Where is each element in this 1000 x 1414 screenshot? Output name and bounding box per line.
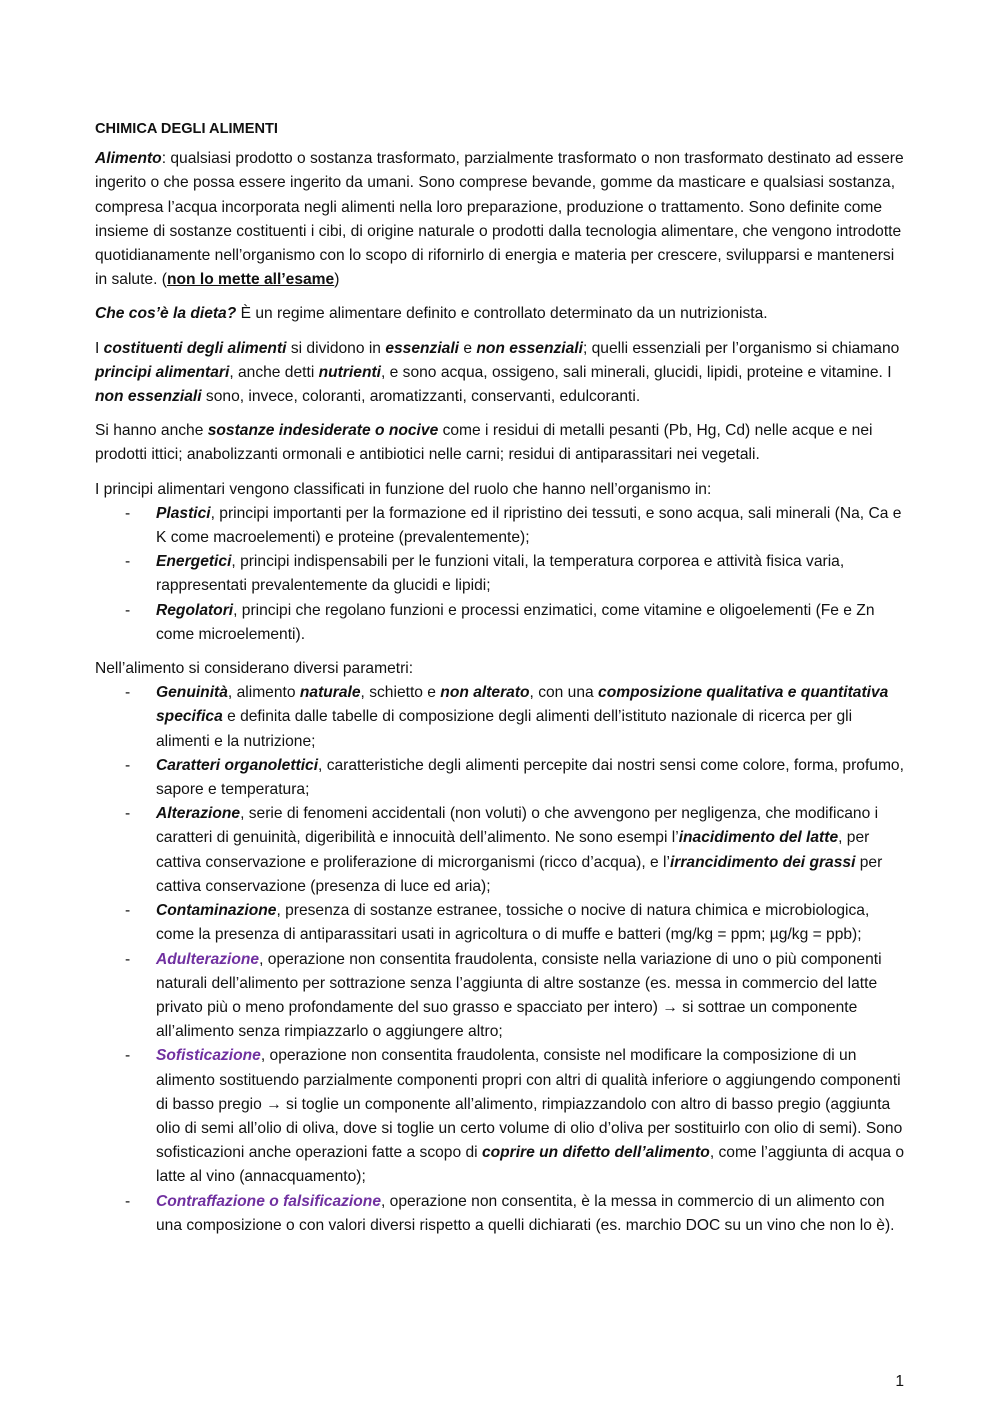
list-item	[95, 899, 910, 947]
list-item-text: , operazione non consentita, è la messa in commercio di un alimento con una composizione o con valori diversi rispetto a quelli dichiarati (es. marchio DOC su un vino che non lo è).	[156, 1192, 895, 1234]
term-caratteri-organolettici: Caratteri organolettici	[156, 756, 319, 774]
list-item	[95, 948, 910, 1045]
list-item-text: , operazione non consentita fraudolenta, consiste nel modificare la composizione di un alimento sostituendo parzialmente componenti propri con altri di qualità inferiore o aggiungendo componenti di basso pregio → si toglie un componente all’alimento, rimpiazzandolo con altro di basso pregio (aggiunta olio di semi all’olio di oliva, dove si toglie un certo volume di olio d’oliva per sostituirlo con olio di semi). Sono sofisticazioni anche operazioni fatte a scopo di	[156, 1047, 903, 1162]
paragraph-principi-intro: I principi alimentari vengono classificati in funzione del ruolo che hanno nell’organismo in:	[95, 480, 712, 498]
term-non-alterato: non alterato	[440, 684, 530, 702]
document-title: CHIMICA DEGLI ALIMENTI	[95, 121, 278, 137]
term-nutrienti: nutrienti	[318, 363, 381, 381]
term-sostanze-indesiderate: sostanze indesiderate o nocive	[207, 422, 439, 440]
term-alimento: Alimento	[95, 150, 162, 168]
paragraph-sostanze	[95, 419, 910, 467]
term-plastici: Plastici	[156, 504, 211, 522]
list-item-text: , caratteristiche degli alimenti percepite dai nostri sensi come colore, forma, profumo, sapore e temperatura;	[156, 756, 904, 799]
dash-bullet: -	[125, 601, 131, 619]
term-contraffazione: Contraffazione o falsificazione	[156, 1192, 381, 1210]
list-item-text: , per cattiva conservazione e proliferazione di microrganismi (ricco d’acqua), e l’	[156, 829, 870, 871]
term-dieta: Che cos’è la dieta?	[95, 305, 237, 323]
term-irrancidimento: irrancidimento dei grassi	[669, 853, 856, 871]
list-item-text: , serie di fenomeni accidentali (non voluti) o che avvengono per negligenza, che modificano i caratteri di genuinità, digeribilità e innocuità dell’alimento. Ne sono esempi l’	[156, 805, 879, 847]
term-principi-alimentari: principi alimentari	[95, 363, 230, 381]
term-contaminazione: Contaminazione	[156, 902, 277, 920]
dash-bullet: -	[125, 684, 131, 702]
list-item	[95, 802, 910, 899]
term-energetici: Energetici	[156, 553, 232, 571]
paragraph-text: , e sono acqua, ossigeno, sali minerali, glucidi, lipidi, proteine e vitamine. I	[381, 363, 892, 381]
paragraph-dieta	[95, 302, 910, 326]
list-item-text: , schietto e	[360, 684, 441, 702]
paragraph-text: : qualsiasi prodotto o sostanza trasformato, parzialmente trasformato o non trasformato destinato ad essere ingerito o che possa essere ingerito da umani. Sono comprese bevande, gomme da masticare e qualsiasi sostanza, compresa l’acqua incorporata negli alimenti nella loro preparazione, produzione o trattamento. Sono definite come insieme di sostanze costituenti i cibi, di origine naturale o prodotti dalla tecnologia alimentare, che vengono introdotte quotidianamente nell’organismo con lo scopo di rifornirlo di energia e materia per crescere, svilupparsi e mantenersi in salute. (	[95, 150, 904, 289]
paragraph-text: , anche detti	[229, 363, 319, 381]
page-number: 1	[895, 1373, 904, 1390]
dash-bullet: -	[125, 1047, 131, 1065]
list-item	[95, 681, 910, 754]
dash-bullet: -	[125, 902, 131, 920]
term-composizione: composizione qualitativa e quantitativa specifica	[156, 684, 889, 726]
list-item-text: , operazione non consentita fraudolenta, consiste nella variazione di uno o più componenti naturali dell’alimento per sottrazione senza l’aggiunta di altre sostanze (es. messa in commercio del latte privato più o meno profondamente del suo grasso e spacciato per intero) → si sottrae un componente all’alimento senza rimpiazzarlo o aggiungere altro;	[156, 950, 882, 1041]
list-item-text: , con una	[529, 684, 599, 702]
paragraph-text: ; quelli essenziali per l’organismo si chiamano	[582, 339, 900, 357]
paragraph-text: Si hanno anche	[95, 422, 208, 440]
term-sofisticazione: Sofisticazione	[156, 1047, 261, 1065]
term-genuinita: Genuinità	[156, 684, 228, 702]
list-parametri	[95, 681, 910, 1238]
dash-bullet: -	[125, 553, 131, 571]
list-item-text: , principi indispensabili per le funzioni vitali, la temperatura corporea e attività fisica varia, rappresentati prevalentemente da glucidi e lipidi;	[156, 553, 845, 595]
list-item-text: , principi importanti per la formazione ed il ripristino dei tessuti, e sono acqua, sali minerali (Na, Ca e K come macroelementi) e proteine (prevalentemente);	[156, 504, 902, 547]
term-naturale: naturale	[299, 684, 361, 702]
paragraph-parametri-intro: Nell’alimento si considerano diversi parametri:	[95, 660, 414, 678]
term-alterazione: Alterazione	[156, 805, 241, 823]
list-principi	[95, 502, 910, 647]
list-item	[95, 502, 910, 550]
paragraph-text: si dividono in	[286, 339, 386, 357]
list-item-text: per cattiva conservazione (presenza di luce ed aria);	[156, 853, 883, 895]
paragraph-text: )	[334, 271, 340, 289]
term-regolatori: Regolatori	[156, 601, 234, 619]
list-item-text: , principi che regolano funzioni e processi enzimatici, come vitamine e oligoelementi (Fe e Zn come microelementi).	[156, 601, 875, 643]
exam-note: non lo mette all’esame	[166, 271, 335, 289]
document-page	[95, 117, 910, 1248]
term-non-essenziali: non essenziali	[95, 388, 202, 406]
dash-bullet: -	[125, 805, 131, 823]
dash-bullet: -	[125, 950, 131, 968]
paragraph-text: È un regime alimentare definito e controllato determinato da un nutrizionista.	[236, 305, 768, 323]
dash-bullet: -	[125, 1192, 131, 1210]
paragraph-costituenti	[95, 337, 910, 410]
list-item	[95, 1190, 910, 1238]
term-non-essenziali: non essenziali	[476, 339, 583, 357]
dash-bullet: -	[125, 504, 131, 522]
list-item	[95, 599, 910, 647]
term-adulterazione: Adulterazione	[156, 950, 260, 968]
paragraph-text: come i residui di metalli pesanti (Pb, Hg, Cd) nelle acque e nei prodotti ittici; anabolizzanti ormonali e antibiotici nelle carni; residui di antiparassitari nei vegetali.	[95, 422, 873, 464]
list-item-text: , presenza di sostanze estranee, tossiche o nocive di natura chimica e microbiologica, come la presenza di antiparassitari usati in agricoltura o di muffe e batteri (mg/kg = ppm; µg/kg = ppb);	[156, 902, 870, 944]
term-coprire-difetto: coprire un difetto dell’alimento	[481, 1144, 710, 1162]
list-item	[95, 1044, 910, 1189]
list-item-text: , come l’aggiunta di acqua o latte al vino (annacquamento);	[156, 1144, 904, 1186]
paragraph-text: e	[459, 339, 477, 357]
list-item-text: e definita dalle tabelle di composizione degli alimenti dell’istituto nazionale di ricerca per gli alimenti e la nutrizione;	[156, 708, 853, 750]
list-item	[95, 550, 910, 598]
list-item-text: , alimento	[227, 684, 300, 702]
paragraph-text: sono, invece, coloranti, aromatizzanti, conservanti, edulcoranti.	[201, 388, 641, 406]
paragraph-alimento	[95, 147, 910, 292]
dash-bullet: -	[125, 756, 131, 774]
term-essenziali: essenziali	[385, 339, 460, 357]
paragraph-text: I	[95, 339, 104, 357]
term-inacidimento: inacidimento del latte	[678, 829, 839, 847]
term-costituenti: costituenti degli alimenti	[103, 339, 287, 357]
list-item	[95, 754, 910, 802]
